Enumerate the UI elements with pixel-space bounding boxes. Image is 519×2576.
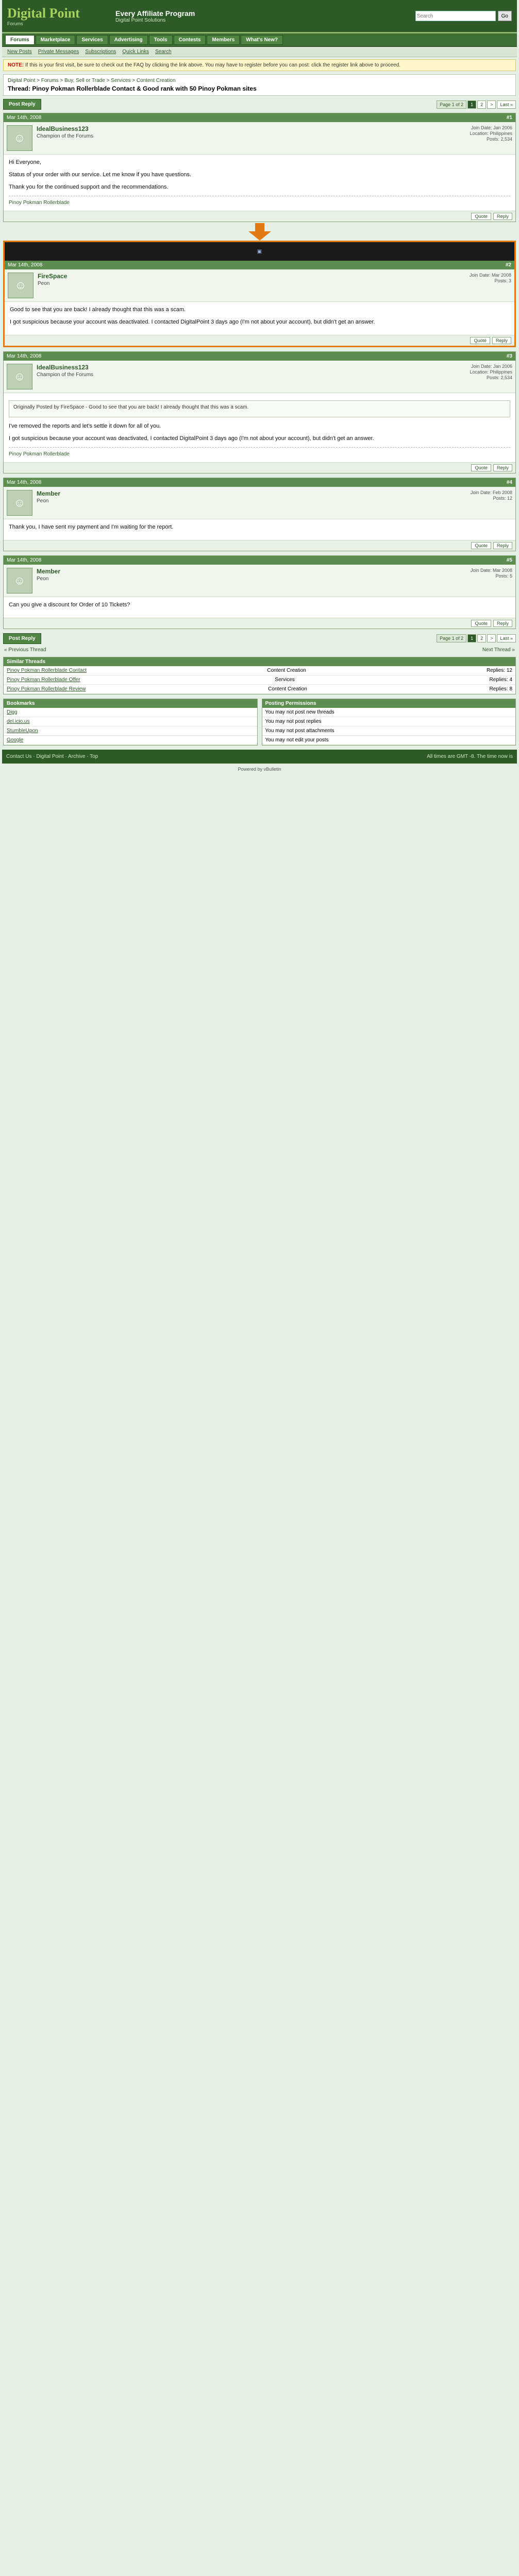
- page-label: Page 1 of 2: [437, 634, 466, 642]
- post-number[interactable]: #1: [506, 115, 512, 121]
- similar-thread-replies: Replies: 4: [489, 676, 512, 683]
- post-paragraph: I've removed the reports and let's settle it down for all of you.: [9, 422, 161, 429]
- post-user-info: [5, 269, 514, 302]
- logo-text-2: Point: [49, 6, 80, 21]
- page-2[interactable]: 2: [477, 100, 486, 109]
- sub-nav: [2, 47, 517, 57]
- page-1[interactable]: 1: [467, 100, 476, 109]
- post-date: Mar 14th, 2008: [7, 557, 42, 563]
- user-stats: [470, 125, 512, 151]
- arrow-down-icon: [2, 223, 517, 241]
- bookmark-link[interactable]: del.icio.us: [7, 718, 30, 724]
- post-count: Posts: 2,534: [486, 375, 512, 381]
- post-paragraph: Thank you for the continued support and the recommendations.: [9, 183, 169, 190]
- username[interactable]: FireSpace: [38, 273, 68, 280]
- nav-tab-members[interactable]: Members: [207, 35, 240, 45]
- footer-time: All times are GMT -8. The time now is: [427, 753, 513, 759]
- user-title: Peon: [37, 576, 49, 582]
- permission-item: You may not post replies: [265, 718, 322, 724]
- subnav-search[interactable]: Search: [155, 49, 172, 55]
- similar-thread-link[interactable]: Pinoy Pokman Rollerblade Contact: [7, 667, 87, 673]
- brand-subtitle: Digital Point Solutions: [115, 17, 166, 23]
- post-paragraph: Can you give a discount for Order of 10 Tickets?: [9, 602, 130, 608]
- join-date: Join Date: Feb 2008: [470, 490, 512, 496]
- post: [3, 113, 516, 222]
- post-date: Mar 14th, 2008: [8, 262, 43, 268]
- user-stats: [471, 490, 512, 516]
- notice-text: If this is your first visit, be sure to check out the FAQ by clicking the link above. You may have to register before you can post: click the register link above to proceed.: [25, 62, 401, 68]
- similar-thread-forum: Services: [275, 676, 295, 683]
- user-title: Champion of the Forums: [37, 372, 94, 378]
- quote-button[interactable]: Quote: [471, 213, 491, 220]
- page-last[interactable]: Last »: [497, 634, 516, 642]
- page-next[interactable]: >: [487, 634, 496, 642]
- post-body: [4, 155, 515, 211]
- header-branding: [115, 9, 415, 23]
- search-button[interactable]: Go: [498, 11, 512, 21]
- post-paragraph: Status of your order with our service. Let me know if you have questions.: [9, 171, 192, 178]
- post-reply-button[interactable]: Post Reply: [3, 633, 41, 644]
- bookmark-link[interactable]: StumbleUpon: [7, 727, 38, 734]
- post-actions: [5, 335, 514, 346]
- subnav-quick-links[interactable]: Quick Links: [122, 49, 149, 55]
- quote-button[interactable]: Quote: [471, 620, 491, 627]
- post-user-info: [4, 361, 515, 393]
- post-count: Posts: 2,534: [486, 137, 512, 142]
- page-next[interactable]: >: [487, 100, 496, 109]
- post-header: [4, 556, 515, 565]
- user-stats: [470, 364, 512, 389]
- bookmarks-title: Bookmarks: [4, 699, 257, 708]
- join-date: Join Date: Jan 2006: [471, 364, 512, 369]
- bottom-columns: [3, 699, 516, 745]
- post-paragraph: Thank you, I have sent my payment and I'm waiting for the report.: [9, 524, 174, 531]
- page-last[interactable]: Last »: [497, 100, 516, 109]
- page-label: Page 1 of 2: [437, 100, 466, 109]
- post: [3, 555, 516, 629]
- site-footer: [2, 750, 517, 764]
- quote-button[interactable]: Quote: [470, 337, 490, 344]
- signature[interactable]: Pinoy Pokman Rollerblade: [9, 447, 510, 459]
- logo-text-1: Digital: [7, 6, 46, 21]
- similar-thread-link[interactable]: Pinoy Pokman Rollerblade Offer: [7, 676, 80, 683]
- post-header: [4, 352, 515, 361]
- user-title: Peon: [37, 498, 49, 504]
- quote-button[interactable]: Quote: [471, 464, 491, 471]
- post-body: [4, 597, 515, 618]
- post-date: Mar 14th, 2008: [7, 353, 42, 360]
- post-user-info: [4, 565, 515, 597]
- username[interactable]: IdealBusiness123: [37, 364, 89, 371]
- breadcrumb: [3, 74, 516, 96]
- post-user-info: [4, 122, 515, 155]
- similar-thread-forum: Content Creation: [268, 686, 307, 692]
- page-1[interactable]: 1: [467, 634, 476, 642]
- post-header: [4, 478, 515, 487]
- signature[interactable]: Pinoy Pokman Rollerblade: [9, 196, 510, 207]
- site-logo[interactable]: [2, 6, 115, 26]
- bookmarks: [3, 699, 258, 745]
- post-user-info: [4, 487, 515, 519]
- post-body: [4, 393, 515, 462]
- reply-button[interactable]: Reply: [493, 542, 512, 549]
- reply-button[interactable]: Reply: [493, 464, 512, 471]
- post-header: [5, 261, 514, 269]
- user-title: Champion of the Forums: [37, 133, 94, 139]
- footer-credit: Powered by vBulletin: [238, 766, 281, 772]
- previous-thread-link[interactable]: « Previous Thread: [4, 647, 46, 653]
- site-header: [2, 0, 517, 33]
- post-actions: [4, 618, 515, 629]
- post-actions: [4, 211, 515, 222]
- breadcrumb-trail[interactable]: Digital Point > Forums > Buy, Sell or Trade > Services > Content Creation: [8, 78, 176, 83]
- user-location: Location: Philippines: [470, 131, 512, 136]
- similar-thread-link[interactable]: Pinoy Pokman Rollerblade Review: [7, 686, 86, 692]
- post-number[interactable]: #2: [505, 262, 511, 268]
- similar-thread-row: [4, 685, 515, 694]
- logo-subtext: Forums: [7, 21, 23, 26]
- thread-toolbar-top: [3, 99, 516, 110]
- user-location: Location: Philippines: [470, 369, 512, 375]
- similar-threads-title: Similar Threads: [4, 657, 515, 666]
- join-date: Join Date: Mar 2008: [469, 273, 511, 278]
- post-number[interactable]: #3: [506, 353, 512, 360]
- subnav-new-posts[interactable]: New Posts: [7, 49, 32, 55]
- similar-thread-forum: Content Creation: [267, 667, 306, 673]
- post-number[interactable]: #4: [506, 480, 512, 486]
- nav-tab-advertising[interactable]: Advertising: [109, 35, 148, 45]
- avatar[interactable]: ☺: [7, 364, 32, 389]
- thread-title: Thread: Pinoy Pokman Rollerblade Contact & Good rank with 50 Pinoy Pokman sites: [8, 85, 257, 92]
- user-title: Peon: [38, 281, 50, 287]
- username[interactable]: IdealBusiness123: [37, 125, 89, 132]
- avatar[interactable]: ☺: [7, 568, 32, 594]
- permission-item: You may not post attachments: [265, 727, 334, 734]
- avatar[interactable]: ☺: [7, 490, 32, 516]
- thread-toolbar-bottom: [3, 633, 516, 644]
- similar-thread-row: [4, 666, 515, 675]
- post-date: Mar 14th, 2008: [7, 480, 42, 486]
- similar-thread-replies: Replies: 8: [489, 686, 512, 692]
- post-paragraph: Good to see that you are back! I already thought that this was a scam.: [10, 307, 186, 313]
- nav-tab-services[interactable]: Services: [76, 35, 108, 45]
- post-count: Posts: 5: [495, 573, 512, 579]
- post-paragraph: I got suspicious because your account was deactivated. I contacted DigitalPoint 3 days ago (I'm not about your account), but didn't get an answer.: [10, 319, 375, 326]
- ad-banner[interactable]: ▣: [5, 242, 514, 261]
- post-actions: [4, 462, 515, 473]
- post: [3, 351, 516, 473]
- subnav-subscriptions[interactable]: Subscriptions: [85, 49, 116, 55]
- posting-permissions: [262, 699, 516, 745]
- post-header: [4, 113, 515, 122]
- thread-navigation: [4, 647, 515, 653]
- username[interactable]: Member: [37, 568, 61, 575]
- similar-thread-row: [4, 675, 515, 685]
- post-reply-button[interactable]: Post Reply: [3, 99, 41, 110]
- reply-button[interactable]: Reply: [493, 620, 512, 627]
- next-thread-link[interactable]: Next Thread »: [482, 647, 515, 653]
- header-search: [415, 11, 517, 21]
- similar-threads: [3, 657, 516, 694]
- join-date: Join Date: Mar 2008: [470, 568, 512, 573]
- highlighted-post: [3, 241, 516, 347]
- nav-tab-forums[interactable]: Forums: [5, 35, 35, 45]
- reply-button[interactable]: Reply: [492, 337, 511, 344]
- brand-title: Every Affiliate Program: [115, 9, 195, 18]
- join-date: Join Date: Jan 2006: [471, 125, 512, 130]
- footer-links[interactable]: Contact Us · Digital Point · Archive · Top: [6, 753, 98, 759]
- post: [3, 478, 516, 551]
- quote-button[interactable]: Quote: [471, 542, 491, 549]
- avatar[interactable]: ☺: [7, 125, 32, 151]
- nav-tab-tools[interactable]: Tools: [149, 35, 173, 45]
- post-paragraph: Hi Everyone,: [9, 159, 41, 165]
- quote-block: [9, 400, 510, 417]
- subnav-private-messages[interactable]: Private Messages: [38, 49, 79, 55]
- post-paragraph: I got suspicious because your account was deactivated, I contacted DigitalPoint 3 days ago (I'm not about your account), but didn't get an answer.: [9, 435, 374, 442]
- post-count: Posts: 12: [493, 496, 512, 501]
- nav-tab-contests[interactable]: Contests: [174, 35, 206, 45]
- similar-thread-replies: Replies: 12: [486, 667, 512, 673]
- quote-text: Originally Posted by FireSpace - Good to see that you are back! I already thought that this was a scam.: [13, 404, 249, 411]
- post-count: Posts: 3: [494, 278, 511, 284]
- bookmark-link[interactable]: Google: [7, 737, 24, 743]
- permission-item: You may not edit your posts: [265, 737, 329, 743]
- search-input[interactable]: [415, 11, 496, 21]
- post-date: Mar 14th, 2008: [7, 115, 42, 121]
- post-body: [5, 302, 514, 335]
- notice-label: NOTE:: [8, 62, 24, 68]
- post-body: [4, 519, 515, 540]
- user-stats: [470, 273, 511, 298]
- main-nav: [2, 33, 517, 47]
- nav-tab-marketplace[interactable]: Marketplace: [36, 35, 76, 45]
- post-number[interactable]: #5: [506, 557, 512, 563]
- reply-button[interactable]: Reply: [493, 213, 512, 220]
- username[interactable]: Member: [37, 490, 61, 498]
- permission-item: You may not post new threads: [265, 709, 334, 715]
- pagination: [437, 634, 516, 642]
- pagination: [437, 100, 516, 109]
- bookmark-link[interactable]: Digg: [7, 709, 18, 715]
- post-actions: [4, 540, 515, 551]
- avatar[interactable]: ☺: [8, 273, 34, 298]
- guest-notice: [3, 59, 516, 71]
- page-2[interactable]: 2: [477, 634, 486, 642]
- nav-tab-whats-new[interactable]: What's New?: [241, 35, 283, 45]
- user-stats: [471, 568, 512, 594]
- permissions-title: Posting Permissions: [262, 699, 516, 708]
